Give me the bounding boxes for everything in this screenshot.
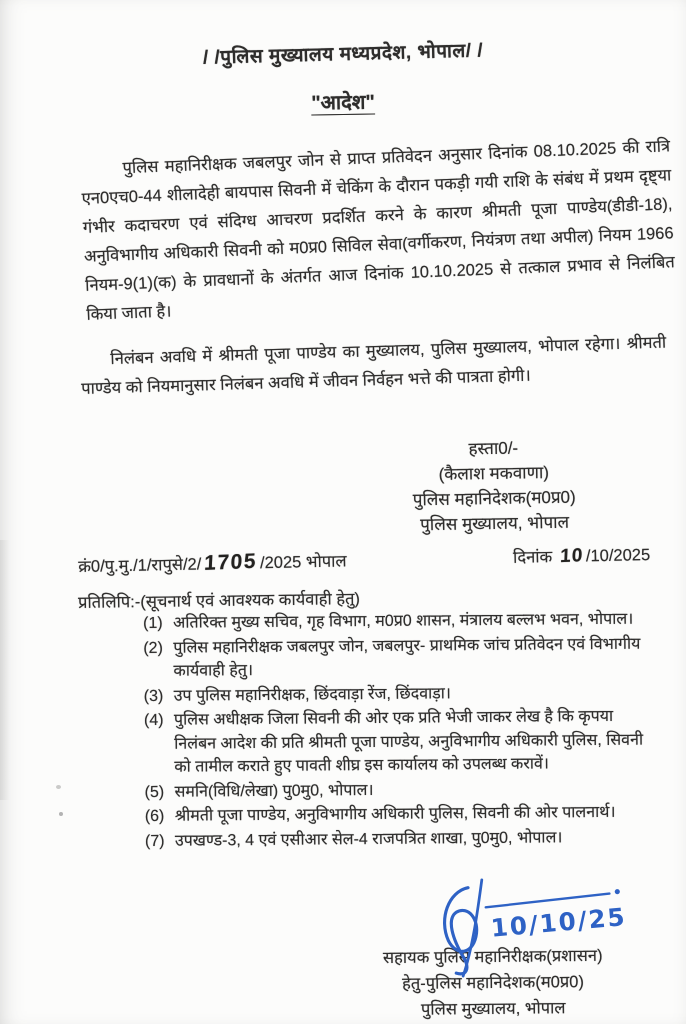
copy-item-number: (6) xyxy=(144,807,165,825)
copy-item-5 xyxy=(144,776,654,804)
document-title: "आदेश" xyxy=(311,91,376,115)
copy-item-2 xyxy=(143,632,653,683)
copy-item-text: समनि(विधि/लेखा) पु0मु0, भोपाल। xyxy=(174,781,374,801)
reference-date-suffix: /10/2025 xyxy=(585,546,651,566)
reference-number-suffix: /2025 भोपाल xyxy=(259,552,347,573)
order-paragraph-suspension: पुलिस महानिरीक्षक जबलपुर जोन से प्राप्त प्रतिवेदन अनुसार दिनांक 08.10.2025 की रात्रि एन0एच0-44 शीलादेही बायपास सिवनी में चेकिंग के दौरान पकड़ी गयी राशि के संबंध में प्रथम दृष्ट्या गंभीर कदाचरण एवं संदिग्ध आचरण प्रदर्शित करने के कारण श्रीमती पूजा पाण्डेय(डीडी-18), अनुविभागीय अधिकारी सिवनी को म0प्र0 सिविल सेवा(वर्गीकरण, नियंत्रण तथा अपील) नियम 1966 नियम-9(1)(क) के प्रावधानों के अंतर्गत आज दिनांक 10.10.2025 से तत्काल प्रभाव से निलंबित किया जाता है। xyxy=(81,137,676,324)
document-title-row xyxy=(0,82,686,121)
reference-number xyxy=(78,548,347,578)
copy-item-text: श्रीमती पूजा पाण्डेय, अनुविभागीय अधिकारी पुलिस, सिवनी की ओर पालनार्थ। xyxy=(174,803,616,825)
copy-item-text: पुलिस अधीक्षक जिला सिवनी की ओर एक प्रति भेजी जाकर लेख है कि कृपया निलंबन आदेश की प्रति श्रीमती पूजा पाण्डेय, अनुविभागीय अधिकारी पुलिस, सिवनी को तामील कराते हुए पावती शीघ्र इस कार्यालय को उपलब्ध करावें। xyxy=(173,707,644,776)
copy-item-text: अतिरिक्त मुख्य सचिव, गृह विभाग, म0प्र0 शासन, मंत्रालय बल्लभ भवन, भोपाल। xyxy=(173,610,634,632)
copy-item-7 xyxy=(145,825,655,853)
copy-distribution-list xyxy=(143,608,655,854)
copy-to-heading: प्रतिलिपि:-(सूचनार्थ एवं आवश्यक कार्यवाही हेतु) xyxy=(77,590,361,612)
copy-item-number: (7) xyxy=(144,832,165,850)
bottom-signatory-designation: सहायक पुलिस महानिरीक्षक(प्रशासन) xyxy=(382,946,603,968)
scan-speck xyxy=(59,812,63,816)
signatory-designation: पुलिस महानिदेशक(म0प्र0) xyxy=(412,487,576,510)
copy-item-text: उपखण्ड-3, 4 एवं एसीआर सेल-4 राजपत्रित शाखा, पु0मु0, भोपाल। xyxy=(174,828,563,850)
copy-item-text: पुलिस महानिरीक्षक जबलपुर जोन, जबलपुर- प्राथमिक जांच प्रतिवेदन एवं विभागीय कार्यवाही हेतु। xyxy=(173,635,641,680)
reference-date-handwritten: 10 xyxy=(559,545,584,568)
copy-item-number: (3) xyxy=(143,687,164,705)
reference-number-handwritten: 1705 xyxy=(203,549,258,575)
copy-item-text: उप पुलिस महानिरीक्षक, छिंदवाड़ा रेंज, छिंदवाड़ा। xyxy=(173,684,452,705)
signature-date-text: 10/10/25 xyxy=(489,902,628,943)
reference-date-label: दिनांक xyxy=(512,548,553,567)
reference-date xyxy=(513,542,651,569)
signatory-name: (कैलाश मकवाणा) xyxy=(438,463,550,484)
order-paragraph-headquarters: निलंबन अवधि में श्रीमती पूजा पाण्डेय का मुख्यालय, पुलिस मुख्यालय, भोपाल रहेगा। श्रीमती पाण्डेय को नियमानुसार निलंबन अवधि में जीवन निर्वहन भत्ते की पात्रता होगी। xyxy=(81,333,667,398)
scan-speck xyxy=(56,785,61,789)
copy-item-3 xyxy=(144,680,654,708)
copy-item-number: (2) xyxy=(143,639,163,657)
bottom-signatory-for: हेतु-पुलिस महानिदेशक(म0प्र0) xyxy=(401,973,584,993)
signatory-office: पुलिस मुख्यालय, भोपाल xyxy=(420,512,570,535)
copy-item-6 xyxy=(145,801,655,829)
bottom-signatory-office: पुलिस मुख्यालय, भोपाल xyxy=(420,999,566,1019)
copy-item-number: (4) xyxy=(143,711,164,729)
signatory-block-dgp xyxy=(367,434,621,538)
document-header: / /पुलिस मुख्यालय मध्यप्रदेश, भोपाल/ / xyxy=(202,40,484,69)
scan-edge-smudge xyxy=(0,540,10,800)
copy-item-number: (1) xyxy=(143,614,163,632)
copy-item-1 xyxy=(143,608,653,636)
copy-item-4 xyxy=(144,705,655,780)
signed-abbreviation: हस्ता0/- xyxy=(468,438,519,459)
reference-row xyxy=(78,542,650,578)
handwritten-signature xyxy=(406,872,644,980)
copy-item-number: (5) xyxy=(144,783,165,801)
reference-number-prefix: क्रं0/पु.मु./1/रापुसे/2/ xyxy=(78,555,202,576)
